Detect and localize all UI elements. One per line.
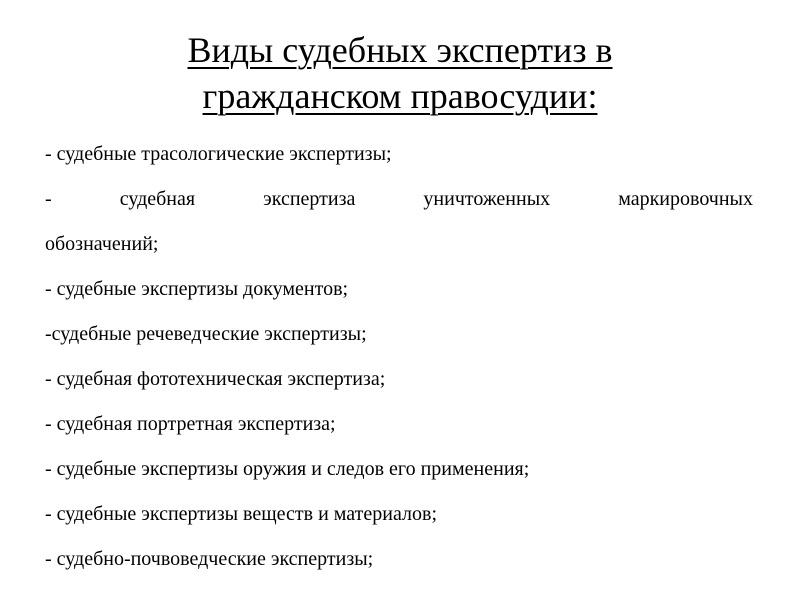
list-item: - судебные экспертизы веществ и материалов; — [45, 503, 438, 525]
slide-title-line2: гражданском правосудии: — [202, 76, 598, 116]
list-item-line: обозначений; — [45, 233, 159, 255]
slide-title-line1: Виды судебных экспертиз в — [187, 30, 613, 70]
list-item: - судебная портретная экспертиза; — [45, 413, 336, 435]
list-item: - судебная фототехническая экспертиза; — [45, 368, 386, 390]
list-item-line: - судебная экспертиза уничтоженных маркировочных — [45, 188, 753, 210]
expertise-list — [45, 143, 753, 593]
list-item — [45, 188, 753, 256]
list-item: - судебные трасологические экспертизы; — [45, 143, 392, 165]
list-item: - судебные экспертизы документов; — [45, 278, 349, 300]
list-item: -судебные речеведческие экспертизы; — [45, 323, 367, 345]
list-item: - судебные экспертизы оружия и следов его применения; — [45, 458, 530, 480]
list-item: - судебно-почвоведческие экспертизы; — [45, 548, 374, 570]
slide-title — [0, 27, 800, 119]
